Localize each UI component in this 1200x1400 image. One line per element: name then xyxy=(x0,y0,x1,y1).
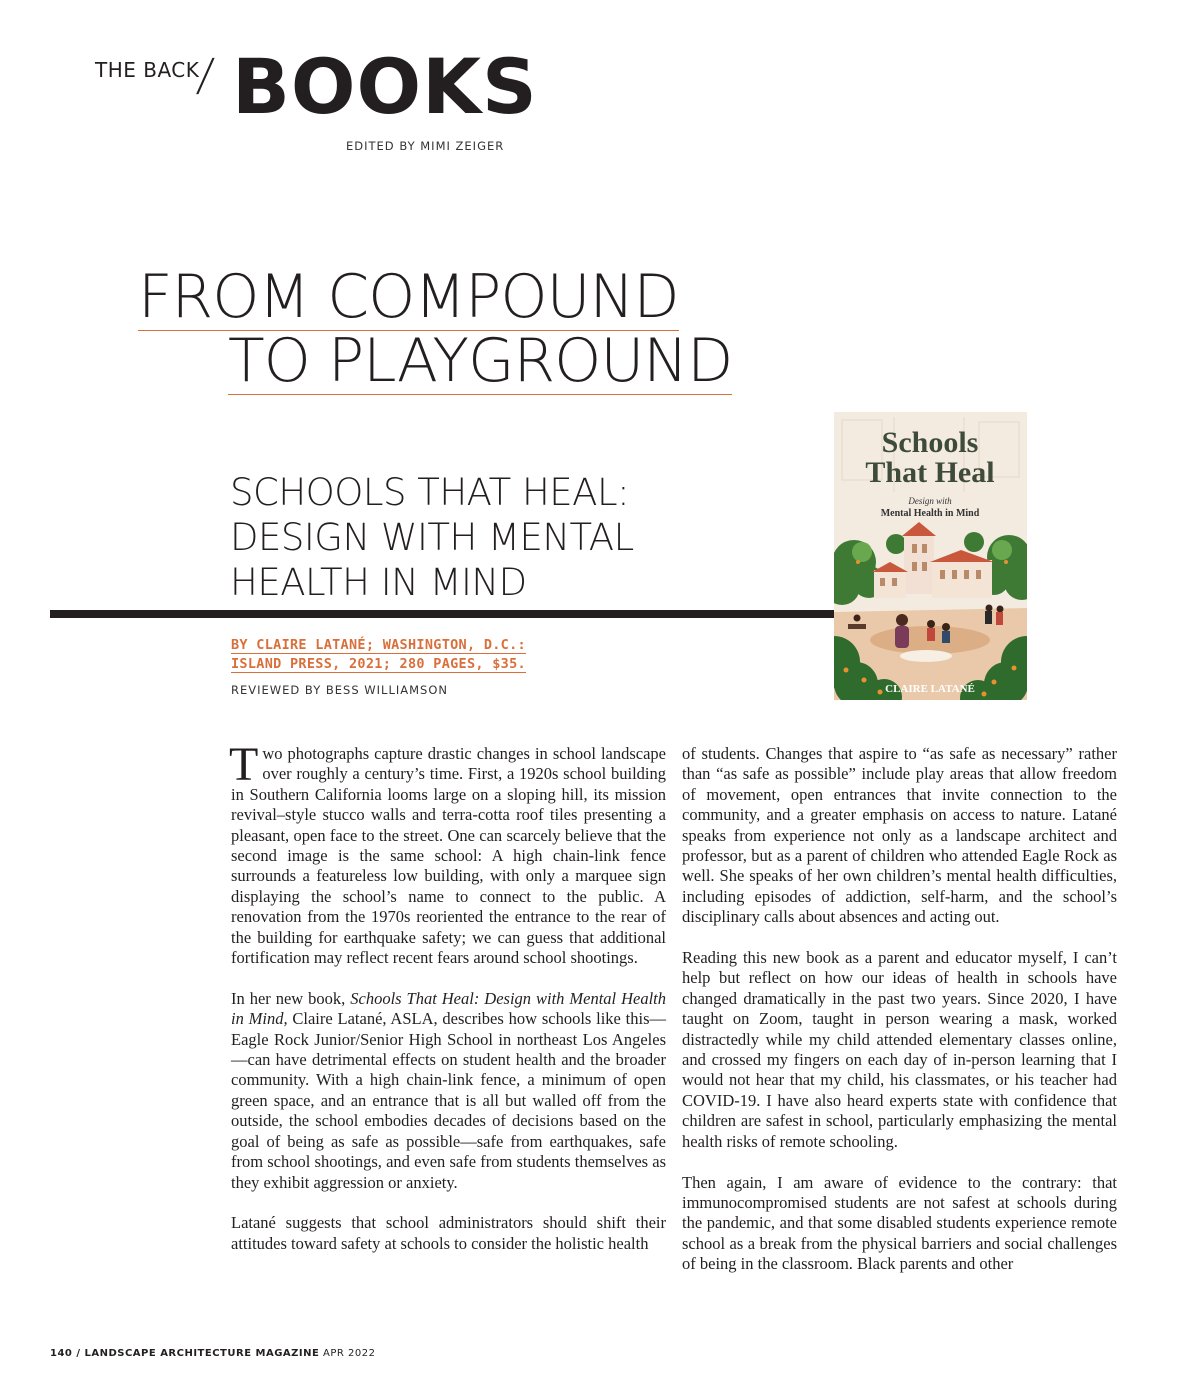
headline-line-1 xyxy=(138,262,679,332)
article-column-left xyxy=(229,738,666,1275)
section-slash: / xyxy=(194,50,217,101)
drop-cap: T xyxy=(229,738,259,791)
book-title-line-3: HEALTH IN MIND xyxy=(230,561,527,604)
page-footer xyxy=(50,1348,375,1359)
byline-line-1: BY CLAIRE LATANÉ; WASHINGTON, D.C.: xyxy=(231,637,526,653)
editor-credit: EDITED BY MIMI ZEIGER xyxy=(346,139,505,153)
paragraph-2-pre: In her new book, xyxy=(231,988,351,1008)
book-title-line-2: DESIGN WITH MENTAL xyxy=(230,516,634,559)
paragraph-2 xyxy=(231,989,666,1193)
cover-author: CLAIRE LATANÉ xyxy=(885,683,975,695)
byline xyxy=(231,636,526,674)
headline-line-2-text: TO PLAYGROUND xyxy=(228,326,733,396)
article-column-right xyxy=(682,744,1117,1295)
section-label: THE BACK xyxy=(95,58,200,82)
book-title xyxy=(230,470,790,605)
book-cover-illustration xyxy=(834,412,1027,700)
byline-line-2: ISLAND PRESS, 2021; 280 PAGES, $35. xyxy=(231,656,526,672)
headline-line-1-text: FROM COMPOUND xyxy=(138,262,679,332)
footer-date: APR 2022 xyxy=(323,1348,376,1359)
heavy-rule xyxy=(50,610,836,618)
cover-subtitle-line-1: Design with xyxy=(908,496,952,506)
book-cover xyxy=(834,412,1027,700)
paragraph-1-text: wo photographs capture drastic changes in school landscape over roughly a century’s time. First, a 1920s school building in Southern California looms large on a sloping hill, its mission revival–style stucco walls and terra-cotta roof tiles presenting a pleasant, open face to the street. One can scarcely believe that the second image is the same school: A high chain-link fence surrounds a featureless low building, with only a marquee sign displaying the school’s name to connect to the public. A renovation from the 1970s reoriented the entrance to the rear of the building for earthquake safety; we can guess that additional fortification may reflect recent fears around school shootings. xyxy=(231,744,666,968)
book-title-italic: Schools That Heal: Design with Mental Health in Mind, xyxy=(231,988,666,1029)
paragraph-2-post: Claire Latané, ASLA, describes how schools like this—Eagle Rock Junior/Senior High School in northeast Los Angeles—can have detrimental effects on student health and the broader community. With a high chain-link fence, a minimum of open green space, and an entrance that is all but walled off from the outside, the school embodies decades of decisions based on the goal of being as safe as possible—safe from earthquakes, safe from school shootings, and even safe from students themselves as they exhibit aggression or anxiety. xyxy=(231,1009,666,1192)
headline-line-2 xyxy=(228,326,733,396)
reviewer-credit: REVIEWED BY BESS WILLIAMSON xyxy=(231,683,448,697)
cover-title-line-1: Schools xyxy=(881,426,979,459)
section-title: BOOKS xyxy=(232,42,538,131)
cover-title-line-2: That Heal xyxy=(865,456,995,489)
paragraph-4: of students. Changes that aspire to “as safe as necessary” rather than “as safe as possible” include play areas that allow freedom of movement, open entrances that invite connection to the community, and a greater emphasis on access to nature. Latané speaks from experience not only as a landscape architect and professor, but as a parent of children who attended Eagle Rock as well. She speaks of her own children’s mental health difficulties, including episodes of addiction, self-harm, and the school’s disciplinary calls about absences and acting out. xyxy=(682,744,1117,927)
paragraph-1 xyxy=(229,738,666,968)
cover-subtitle-line-2: Mental Health in Mind xyxy=(880,508,980,519)
footer-page-info: 140 / LANDSCAPE ARCHITECTURE MAGAZINE xyxy=(50,1348,320,1359)
paragraph-3: Latané suggests that school administrators should shift their attitudes toward safety at schools to consider the holistic health xyxy=(231,1213,666,1253)
paragraph-5: Reading this new book as a parent and educator myself, I can’t help but reflect on how our ideas of health in schools have changed dramatically in the past two years. Since 2020, I have taught on Zoom, taught in person wearing a mask, worked distractedly while my child attended elementary classes online, and crossed my fingers on each day of in-person learning that I would not hear that my child, his classmates, or his teacher had COVID-19. I have also heard experts state with confidence that children are safest in school, particularly emphasizing the mental health risks of remote schooling. xyxy=(682,948,1117,1151)
book-title-line-1: SCHOOLS THAT HEAL: xyxy=(230,471,630,514)
paragraph-6: Then again, I am aware of evidence to the contrary: that immunocompromised students are not safest at schools during the pandemic, and that some disabled students experience remote school as a break from the physical barriers and social challenges of being in the classroom. Black parents and other xyxy=(682,1172,1117,1274)
